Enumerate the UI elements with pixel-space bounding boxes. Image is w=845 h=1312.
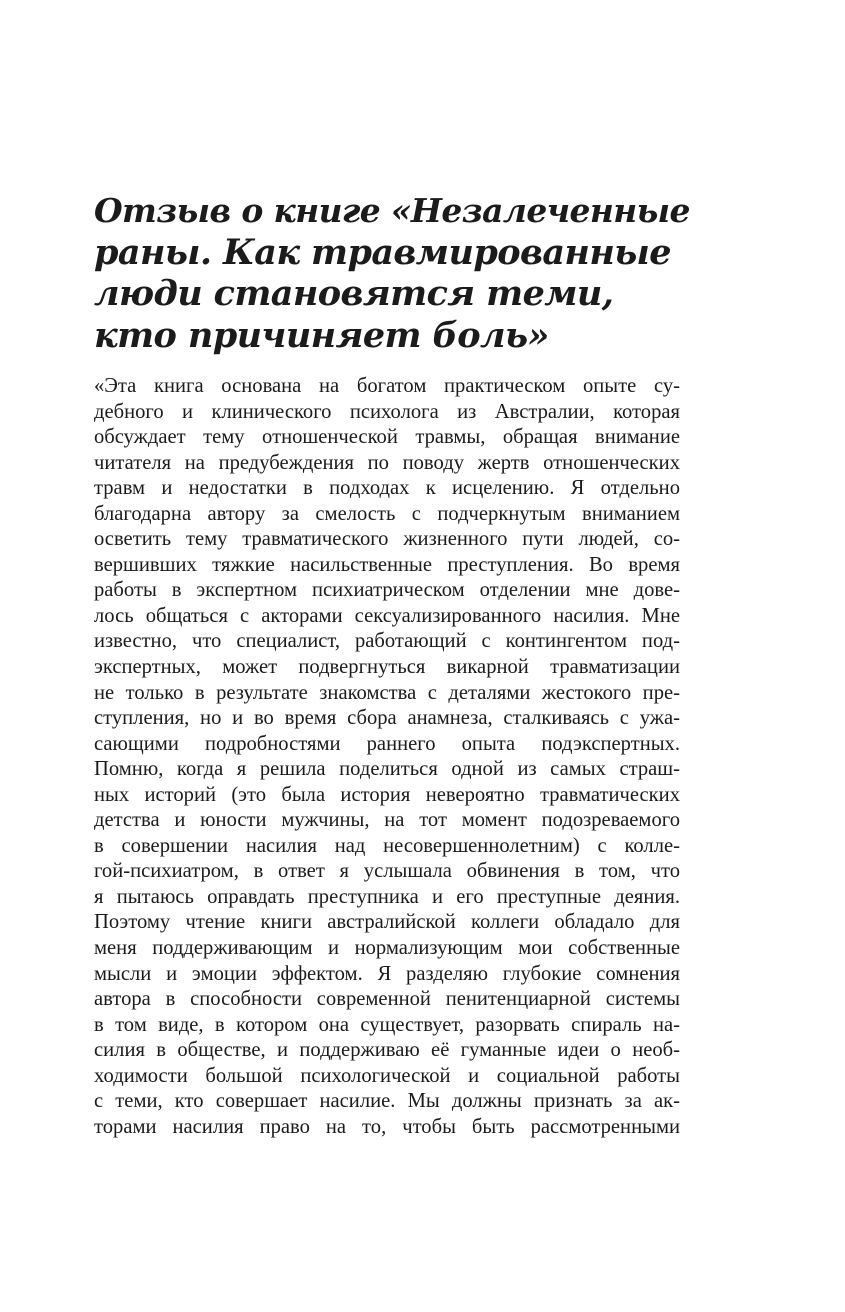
title-line: люди становятся теми, bbox=[94, 273, 614, 314]
body-line: торами насилия право на то, чтобы быть рассмотренными bbox=[94, 1115, 680, 1138]
body-line: Помню, когда я решила поделиться одной из самых страш- bbox=[94, 758, 680, 781]
review-title bbox=[94, 190, 694, 356]
body-line: ных историй (это была история невероятно травматических bbox=[94, 783, 680, 806]
body-line: лось общаться с акторами сексуализированного насилия. Мне bbox=[94, 604, 680, 627]
body-line: ходимости большой психологической и социальной работы bbox=[94, 1064, 680, 1087]
body-line: благодарна автору за смелость с подчеркнутым вниманием bbox=[94, 502, 680, 525]
body-line: меня поддерживающим и нормализующим мои собственные bbox=[94, 937, 680, 960]
body-line: с теми, кто совершает насилие. Мы должны признать за ак- bbox=[94, 1090, 680, 1113]
body-line: мысли и эмоции эффектом. Я разделяю глубокие сомнения bbox=[94, 962, 680, 985]
body-line: детства и юности мужчины, на тот момент подозреваемого bbox=[94, 809, 680, 832]
body-line: «Эта книга основана на богатом практическом опыте су- bbox=[94, 375, 680, 397]
body-line: травм и недостатки в подходах к исцелению. Я отдельно bbox=[94, 477, 680, 500]
body-line: в совершении насилия над несовершеннолетним) с колле- bbox=[94, 834, 680, 857]
body-line: в том виде, в котором она существует, разорвать спираль на- bbox=[94, 1013, 680, 1036]
body-line: вершивших тяжкие насильственные преступления. Во время bbox=[94, 553, 680, 576]
body-line: известно, что специалист, работающий с контингентом под- bbox=[94, 630, 680, 653]
body-line: дебного и клинического психолога из Австралии, которая bbox=[94, 400, 680, 423]
body-line: гой-психиатром, в ответ я услышала обвинения в том, что bbox=[94, 860, 680, 883]
body-line: работы в экспертном психиатрическом отделении мне дове- bbox=[94, 579, 680, 602]
title-line: кто причиняет боль» bbox=[94, 314, 549, 356]
body-line: сающими подробностями раннего опыта подэкспертных. bbox=[94, 732, 680, 755]
body-line: экспертных, может подвергнуться викарной травматизации bbox=[94, 656, 680, 679]
body-line: автора в способности современной пенитенциарной системы bbox=[94, 988, 680, 1011]
body-line: читателя на предубеждения по поводу жертв отношенческих bbox=[94, 451, 680, 474]
body-line: ступления, но и во время сбора анамнеза, сталкиваясь с ужа- bbox=[94, 707, 680, 730]
body-line: обсуждает тему отношенческой травмы, обращая внимание bbox=[94, 426, 680, 449]
title-line: раны. Как травмированные bbox=[94, 231, 671, 273]
body-line: силия в обществе, и поддерживаю её гуманные идеи о необ- bbox=[94, 1039, 680, 1062]
body-line: Поэтому чтение книги австралийской коллеги обладало для bbox=[94, 911, 680, 934]
body-line: не только в результате знакомства с деталями жестокого пре- bbox=[94, 681, 680, 704]
title-line: Отзыв о книге «Незалеченные bbox=[94, 191, 690, 230]
body-line: осветить тему травматического жизненного пути людей, со- bbox=[94, 528, 680, 551]
review-body bbox=[94, 374, 680, 1140]
body-line: я пытаюсь оправдать преступника и его преступные деяния. bbox=[94, 885, 680, 908]
